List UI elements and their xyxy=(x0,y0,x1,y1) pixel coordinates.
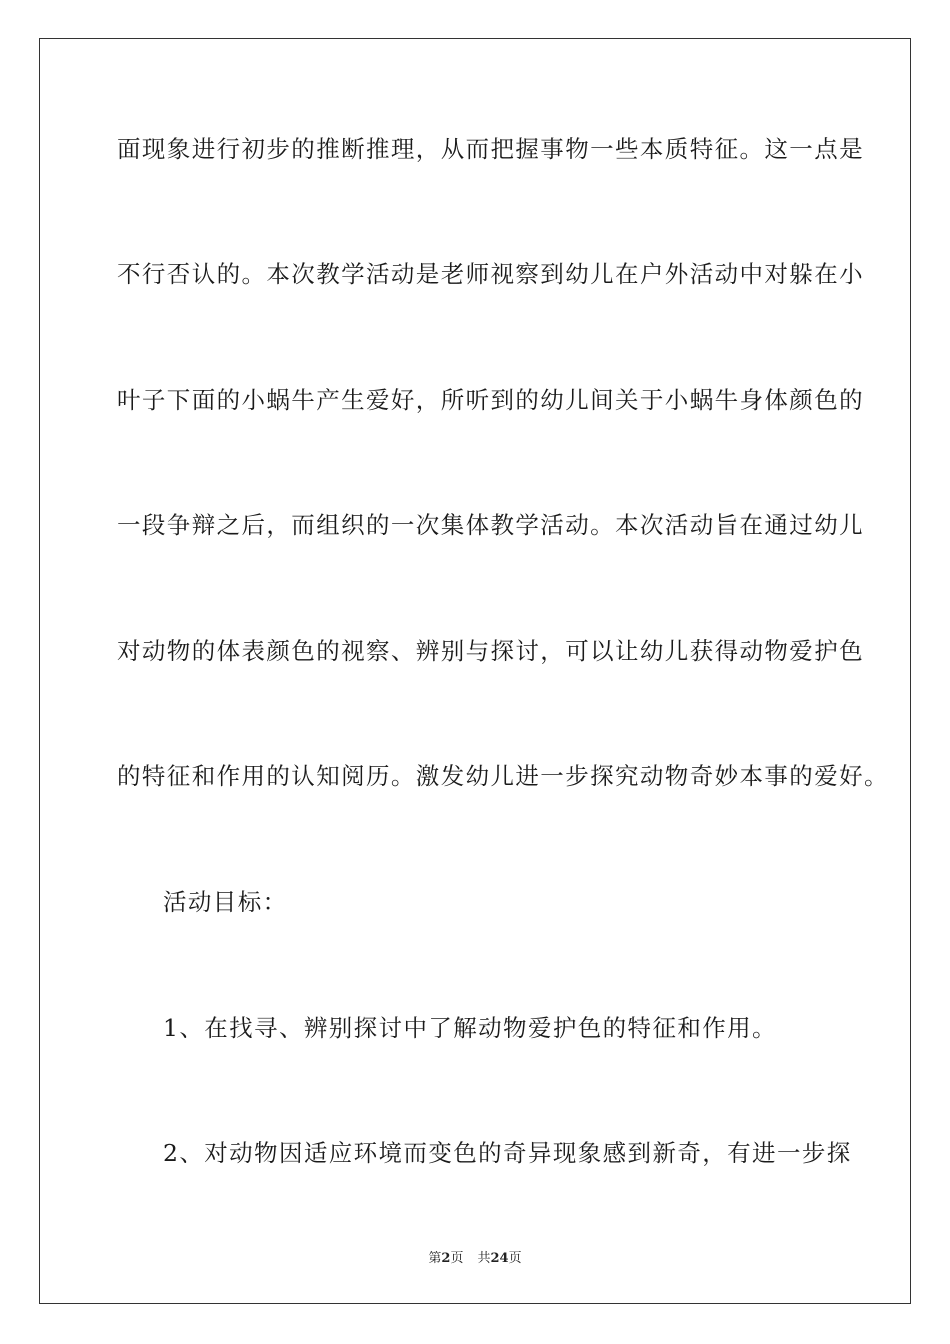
paragraph-line: 不行否认的。本次教学活动是老师视察到幼儿在户外活动中对躲在小 xyxy=(117,260,864,288)
paragraph-line: 的特征和作用的认知阅历。激发幼儿进一步探究动物奇妙本事的爱好。 xyxy=(117,762,889,790)
paragraph-line: 叶子下面的小蜗牛产生爱好，所听到的幼儿间关于小蜗牛身体颜色的 xyxy=(117,386,864,414)
list-item: 2、对动物因适应环境而变色的奇异现象感到新奇，有进一步探 xyxy=(163,1139,852,1167)
section-heading: 活动目标： xyxy=(163,888,288,916)
page-footer xyxy=(0,1247,950,1266)
page-prefix: 第 xyxy=(428,1251,442,1266)
page-frame xyxy=(39,38,911,1304)
list-item: 1、在找寻、辨别探讨中了解动物爱护色的特征和作用。 xyxy=(163,1014,777,1042)
paragraph-line: 一段争辩之后，而组织的一次集体教学活动。本次活动旨在通过幼儿 xyxy=(117,511,864,539)
page-number: 2 xyxy=(441,1251,451,1266)
paragraph-line: 对动物的体表颜色的视察、辨别与探讨，可以让幼儿获得动物爱护色 xyxy=(117,637,864,665)
total-pages: 24 xyxy=(490,1251,509,1266)
total-suffix: 页 xyxy=(508,1251,522,1266)
page-suffix: 页 xyxy=(450,1251,464,1266)
paragraph-line: 面现象进行初步的推断推理，从而把握事物一些本质特征。这一点是 xyxy=(117,135,864,163)
total-prefix: 共 xyxy=(477,1251,491,1266)
